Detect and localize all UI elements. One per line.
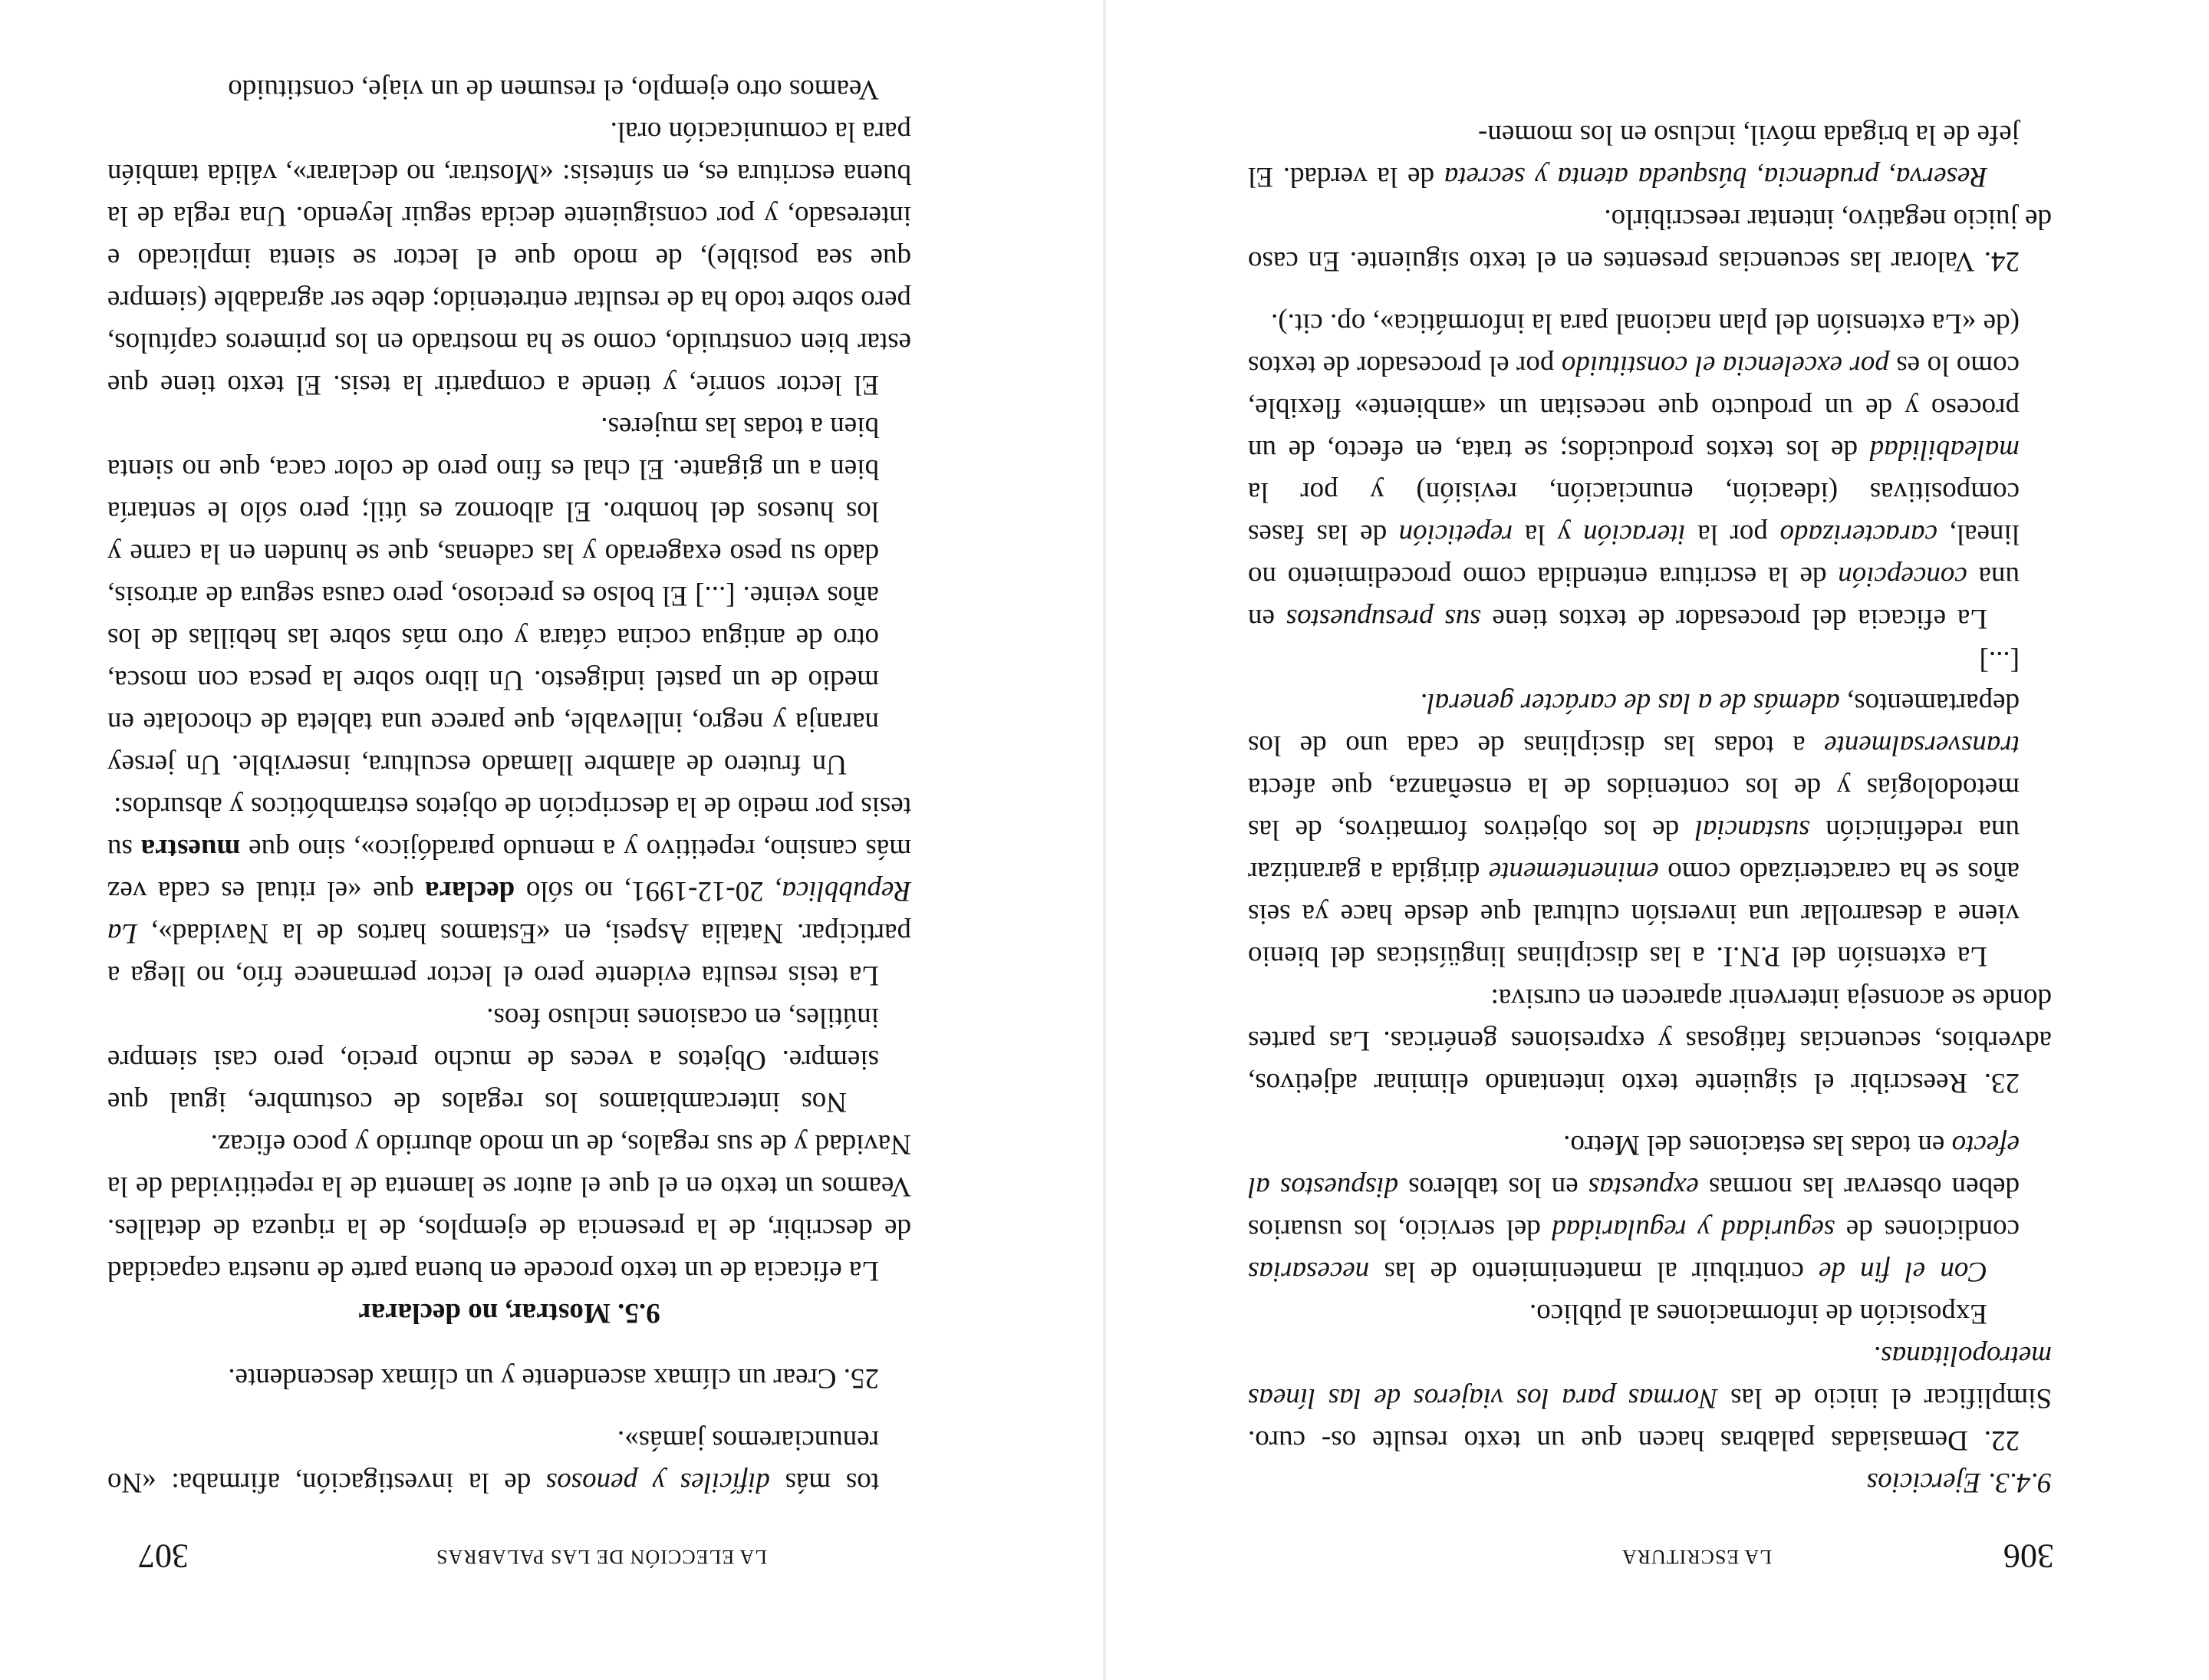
ex22-quote-2 (1248, 1124, 2052, 1293)
q-text: de la verdad. El jefe de la brigada móvil, incluso en los momen- (1247, 119, 2020, 193)
q-italic: maleabilidad (1869, 434, 2020, 466)
q-text: contribuir al mantenimiento de las (1369, 1256, 1819, 1287)
continued-quote (107, 1419, 911, 1504)
q-italic: concepción (1838, 561, 1967, 592)
page-306-body (1248, 114, 2052, 1504)
page-307 (0, 0, 1104, 1680)
q-text: de la investigación, afirmaba: «No renunciaremos jamás». (107, 1425, 879, 1498)
q-text: de la escritura entendida como procedimiento no lineal, (1248, 519, 2020, 592)
q-italic: repetición (1398, 519, 1513, 550)
p-text: La tesis resulta evidente pero el lector permanece frío, no llega a participar. Natalia Aspesi, en «Estamos hartos de la Navidad», (107, 917, 911, 991)
q-text: en los tableros (1398, 1171, 1588, 1203)
ex22-line1: 22. Demasiadas palabras hacen que un texto resulte os- (1321, 1425, 2020, 1456)
q-text: a todas las disciplinas de cada uno de los departamentos, (1248, 687, 2020, 761)
q-italic: necesarias (1248, 1256, 1370, 1287)
q-text: por la (1685, 519, 1780, 550)
ex24-quote (1248, 114, 2052, 198)
p-italic: La Repubblica (107, 875, 911, 949)
quote-2: Un frutero de alambre llamado escultura, inservible. Un jersey naranja y negro, inllevable, que parece una tableta de chocolate en medio de un pastel indigesto. Un libro sobre la pesca con mosca, otro de antigua cocina cátara y otro más sobre las hebillas de los años veinte. [...] El bolso es precioso, pero causa segura de artrosis, dado su peso exagerado y las cadenas, que se hunden en la carne y los huesos del hombro. El albornoz es útil; pero sólo le sentaría bien a un gigante. El chal es fino pero de color caca, que no sienta bien a todas las mujeres. (107, 411, 879, 780)
p-text: , 20-12-1991, no sólo (515, 875, 782, 907)
q-italic: sustancial (1694, 814, 1810, 845)
q-italic: además de a las de carácter general. (1420, 687, 1840, 719)
q-text: La eficacia del procesador de textos tiene (1480, 603, 1987, 634)
page-307-body (107, 68, 911, 1504)
paragraph-4: Veamos otro ejemplo, el resumen de un viaje, constituido (228, 74, 879, 105)
q-italic: iteración (1583, 519, 1686, 550)
section-heading: 9.5. Mostrar, no declarar (358, 1297, 660, 1329)
q-text: tos más (769, 1467, 879, 1498)
q-italic: caracterizado (1779, 519, 1937, 550)
page-number: 306 (2003, 1537, 2054, 1575)
ex23-ellipsis: [...] (1979, 645, 2020, 677)
page-number: 307 (138, 1537, 189, 1575)
ex23-quote-2 (1248, 302, 2052, 640)
q-text: del servicio, los usuarios deben observar las normas (1248, 1171, 2020, 1245)
q-text: de los objetivos formativos, de las metodologías y de los contenidos de la enseñanza, que afecta (1248, 772, 2020, 845)
paragraph-2 (107, 786, 911, 996)
paragraph-1: La eficacia de un texto procede en buena parte de nuestra capacidad de describir, de la presencia de ejemplos, de la riqueza de detalles. Veamos un texto en el que el autor se lamenta de la repetitividad de la Navidad y de sus regalos, de un modo aburrido y poco eficaz. (107, 1128, 911, 1286)
q-text: de los textos producidos; se trata, en efecto, de un proceso y de un producto que necesitan un «ambiente» flexible, como lo es (1248, 350, 2020, 466)
ex23-quote-1 (1248, 682, 2052, 977)
q-text: condiciones de (1835, 1214, 2020, 1245)
q-italic: dispuestos al efecto (1248, 1129, 2020, 1203)
running-head: LA ELECCIÓN DE LAS PALABRAS (436, 1546, 767, 1568)
running-head: LA ESCRITURA (1621, 1546, 1772, 1568)
exercises-heading: 9.4.3. Ejercicios (1866, 1467, 2052, 1498)
q-italic: Con el fin de (1819, 1256, 1987, 1287)
q-text: dirigida a garantizar una redefinición (1248, 814, 2020, 888)
p-bold: declara (425, 875, 515, 907)
quote-1: Nos intercambiamos los regalos de costumbre, igual que siempre. Objetos a veces de mucho precio, pero casi siempre inútiles, en ocasiones incluso feos. (107, 1002, 879, 1118)
q-italic: sus presupuestos (1286, 603, 1481, 634)
q-text: en una (1248, 561, 2020, 634)
ex22-text: curo. Simplificar el inicio de las (1248, 1382, 2052, 1456)
q-text: y la (1513, 519, 1584, 550)
q-italic: transversalmente (1824, 730, 2020, 761)
ex22-italic: Normas para los viajeros de las líneas metropolitanas (1248, 1340, 2052, 1414)
ex22-quote-1: Exposición de informaciones al público. (1529, 1298, 1987, 1329)
p-text: su tesis por medio de la descripción de objetos estrambóticos y absurdos: (107, 791, 911, 865)
page-306 (1104, 0, 2209, 1680)
exercise-23: 23. Reescribir el siguiente texto intentando eliminar adjetivos, adverbios, secuencias fatigosas y expresiones genéricas. Las partes donde se aconseja intervenir aparecen en cursiva: (1248, 983, 2052, 1099)
q-text: por el procesador de textos (de «La extensión del plan nacional para la informática», op. cit.). (1247, 308, 2020, 381)
q-text: de las fases compositivas (ideación, enunciación, revisión) y por la (1248, 476, 2020, 550)
exercise-22 (1248, 1335, 2052, 1461)
q-italic: eminentemente (1488, 856, 1659, 888)
p-text: que «el ritual es cada vez más cansino, repetitivo y a menudo paradójico», sino que (107, 833, 911, 907)
p-bold: muestra (140, 833, 241, 865)
ex22-end: . (1874, 1340, 1881, 1372)
q-italic: expuestas (1588, 1171, 1699, 1203)
q-italic: Reserva, prudencia, búsqueda atenta y secreta (1444, 161, 1987, 193)
paragraph-3: El lector sonríe, y tiende a compartir la tesis. El texto tiene que estar bien construido, como se ha mostrado en los primeros capítulos, pero sobre todo ha de resultar entretenido; debe ser agradable (siempre que sea posible), de modo que el lector se sienta implicado e interesado, y por consiguiente decida seguir leyendo. Una regla de la buena escritura es, en síntesis: «Mostrar, no declarar», válida también para la comunicación oral. (107, 116, 911, 400)
q-italic: difíciles y penosos (545, 1467, 770, 1498)
q-italic: seguridad y regularidad (1552, 1214, 1835, 1245)
exercise-25: 25. Crear un clímax ascendente y un clímax descendente. (228, 1362, 879, 1394)
q-text: en todas las estaciones del Metro. (1563, 1129, 1952, 1161)
q-italic: por excelencia el constituido (1561, 350, 1889, 381)
exercise-24: 24. Valorar las secuencias presentes en el texto siguiente. En caso de juicio negativo, intentar reescribirlo. (1248, 203, 2052, 277)
q-text: La extensión del P.N.I. a las disciplinas lingüísticas del bienio viene a desarrollar una inversión cultural que desde hace ya seis años se ha caracterizado como (1248, 856, 2020, 972)
